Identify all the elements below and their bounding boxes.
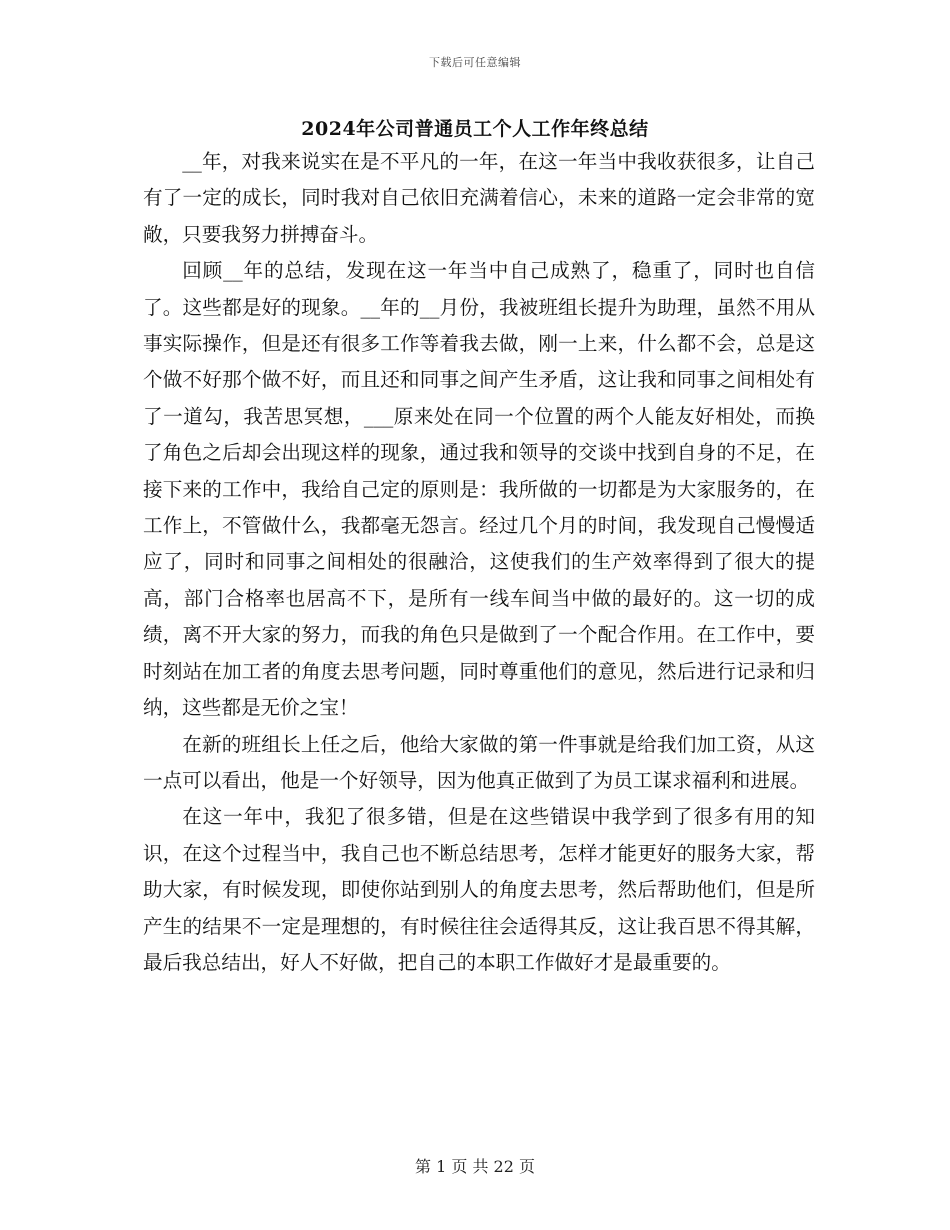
document-body: [143, 144, 815, 981]
document-title: 2024年公司普通员工个人工作年终总结: [301, 118, 649, 140]
paragraph: 在新的班组长上任之后，他给大家做的第一件事就是给我们加工资，从这一点可以看出，他是一个好领导，因为他真正做到了为员工谋求福利和进展。: [143, 732, 815, 792]
paragraph: 在这一年中，我犯了很多错，但是在这些错误中我学到了很多有用的知识，在这个过程当中，我自己也不断总结思考，怎样才能更好的服务大家，帮助大家，有时候发现，即使你站到别人的角度去思考，然后帮助他们，但是所产生的结果不一定是理想的，有时候往往会适得其反，这让我百思不得其解，最后我总结出，好人不好做，把自己的本职工作做好才是最重要的。: [143, 805, 815, 974]
page-number: 第 1 页 共 22 页: [415, 1157, 535, 1176]
paragraph: 回顾__年的总结，发现在这一年当中自己成熟了，稳重了，同时也自信了。这些都是好的现象。__年的__月份，我被班组长提升为助理，虽然不用从事实际操作，但是还有很多工作等着我去做，刚一上来，什么都不会，总是这个做不好那个做不好，而且还和同事之间产生矛盾，这让我和同事之间相处有了一道勾，我苦思冥想，___原来处在同一个位置的两个人能友好相处，而换了角色之后却会出现这样的现象，通过我和领导的交谈中找到自身的不足，在接下来的工作中，我给自己定的原则是：我所做的一切都是为大家服务的，在工作上，不管做什么，我都毫无怨言。经过几个月的时间，我发现自己慢慢适应了，同时和同事之间相处的很融洽，这使我们的生产效率得到了很大的提高，部门合格率也居高不下，是所有一线车间当中做的最好的。这一切的成绩，离不开大家的努力，而我的角色只是做到了一个配合作用。在工作中，要时刻站在加工者的角度去思考问题，同时尊重他们的意见，然后进行记录和归纳，这些都是无价之宝！: [143, 259, 815, 720]
paragraph: __年，对我来说实在是不平凡的一年，在这一年当中我收获很多，让自己有了一定的成长，同时我对自己依旧充满着信心，未来的道路一定会非常的宽敞，只要我努力拼搏奋斗。: [143, 150, 815, 246]
header-note: 下载后可任意编辑: [429, 56, 521, 69]
